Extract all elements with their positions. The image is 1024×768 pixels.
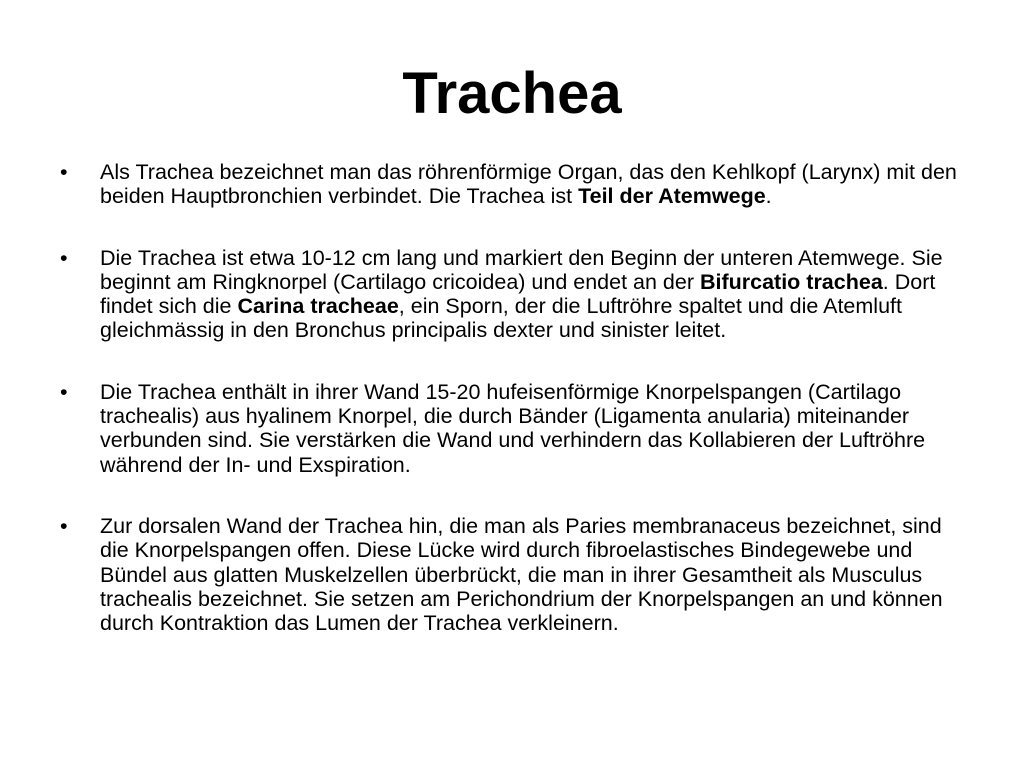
bullet-text: Die Trachea ist etwa 10-12 cm lang und markiert den Beginn der unteren Atemwege. Sie beginnt am Ringknorpel (Cartilago cricoidea) und endet an der xyxy=(100,245,943,294)
bullet-marker: • xyxy=(60,513,68,538)
bullet-item xyxy=(0,160,1024,209)
bullet-item xyxy=(0,380,1024,477)
bullet-text: . xyxy=(765,184,772,209)
bullet-item xyxy=(0,514,1024,635)
bullet-list xyxy=(0,160,1024,672)
bullet-item xyxy=(0,246,1024,343)
bullet-marker: • xyxy=(60,379,68,404)
bullet-text: . Dort findet sich die xyxy=(100,269,936,319)
bullet-text: Zur dorsalen Wand der Trachea hin, die man als Paries membranaceus bezeichnet, sind die Knorpelspangen offen. Diese Lücke wird durch fibroelastisches Bindegewebe und Bündel aus glatten Muskelzellen überbrückt, die man in ihrer Gesamtheit als Musculus trachealis bezeichnet. Sie setzen am Perichondrium der Knorpelspangen an und können durch Kontraktion das Lumen der Trachea verkleinern. xyxy=(100,513,943,636)
bullet-text: , ein Sporn, der die Luftröhre spaltet und die Atemluft gleichmässig in den Bronchus principalis dexter und sinister leitet. xyxy=(100,294,902,343)
slide-title: Trachea xyxy=(402,61,622,126)
bullet-bold-text: Carina tracheae xyxy=(237,294,399,319)
bullet-bold-text: Bifurcatio trachea xyxy=(699,269,883,294)
bullet-marker: • xyxy=(60,245,68,270)
bullet-bold-text: Teil der Atemwege xyxy=(578,184,766,209)
bullet-text: Die Trachea enthält in ihrer Wand 15-20 hufeisenförmige Knorpelspangen (Cartilago trachealis) aus hyalinem Knorpel, die durch Bänder (Ligamenta anularia) miteinander verbunden sind. Sie verstärken die Wand und verhindern das Kollabieren der Luftröhre während der In- und Exspiration. xyxy=(100,379,926,477)
bullet-text: Als Trachea bezeichnet man das röhrenförmige Organ, das den Kehlkopf (Larynx) mit den beiden Hauptbronchien verbindet. Die Trachea ist xyxy=(100,160,957,209)
bullet-marker: • xyxy=(60,160,68,184)
